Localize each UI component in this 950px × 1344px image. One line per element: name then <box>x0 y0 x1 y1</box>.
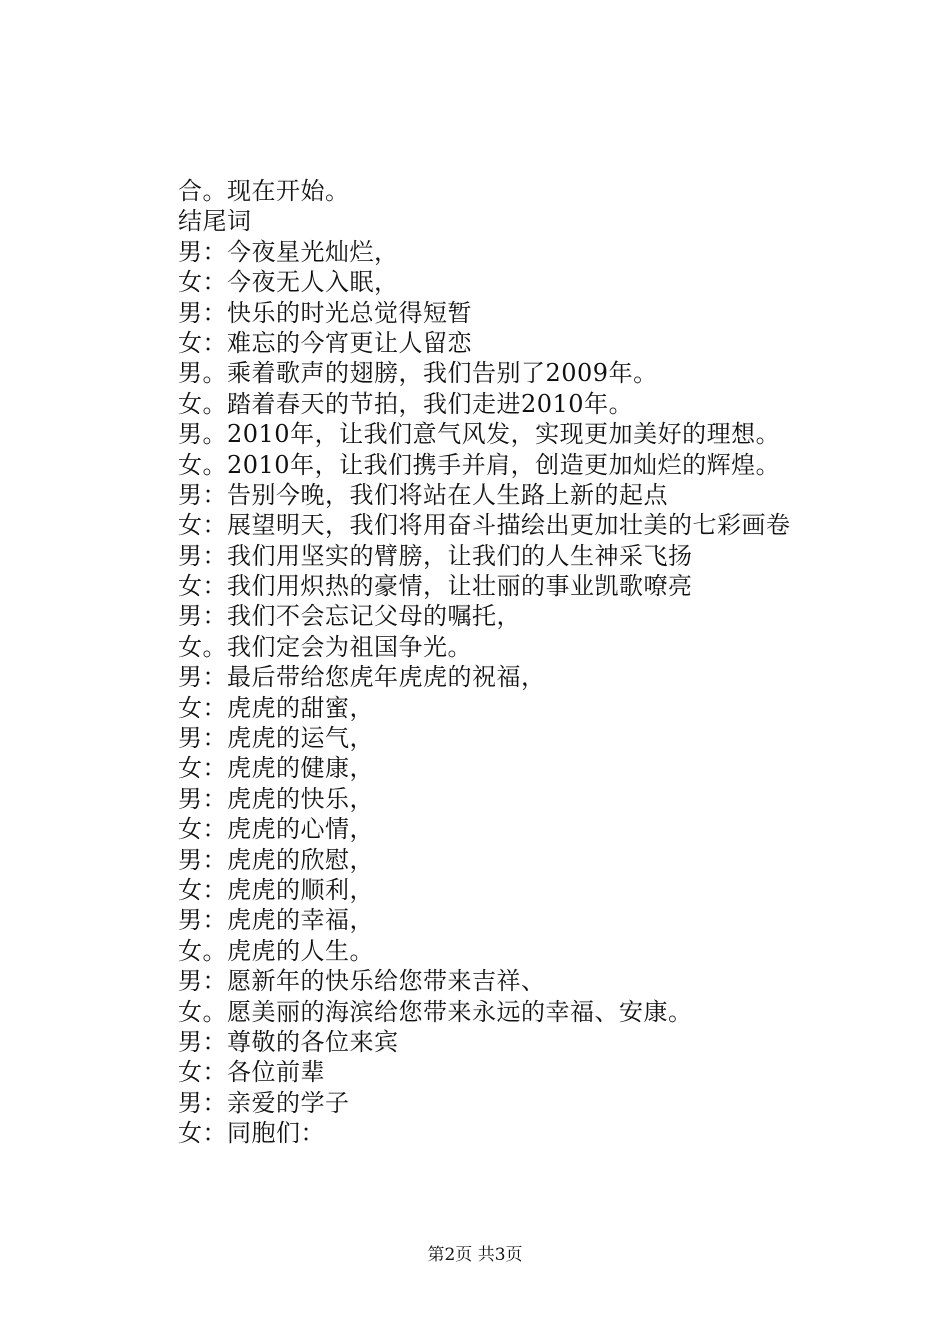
text-line: 男：快乐的时光总觉得短暂 <box>178 298 472 327</box>
text-line: 女：虎虎的心情， <box>178 815 374 844</box>
text-line: 女：今夜无人入眠， <box>178 268 399 297</box>
text-line: 男：我们不会忘记父母的嘱托， <box>178 602 521 631</box>
text-line: 男。乘着歌声的翅膀，我们告别了2009年。 <box>178 359 658 388</box>
text-line: 男：今夜星光灿烂， <box>178 237 399 266</box>
document-body <box>178 176 878 1149</box>
text-line: 男：最后带给您虎年虎虎的祝福， <box>178 663 546 692</box>
text-line: 女。2010年，让我们携手并肩，创造更加灿烂的辉煌。 <box>178 450 781 479</box>
text-line: 男：尊敬的各位来宾 <box>178 1027 399 1056</box>
text-line: 男：虎虎的欣慰， <box>178 845 374 874</box>
text-line: 女：展望明天，我们将用奋斗描绘出更加壮美的七彩画卷 <box>178 511 791 540</box>
text-line: 男：愿新年的快乐给您带来吉祥、 <box>178 967 546 996</box>
text-line: 男。2010年，让我们意气风发，实现更加美好的理想。 <box>178 420 781 449</box>
text-line: 女。我们定会为祖国争光。 <box>178 632 472 661</box>
text-line: 女：虎虎的顺利， <box>178 875 374 904</box>
text-line: 女：各位前辈 <box>178 1058 325 1087</box>
section-heading: 结尾词 <box>178 207 252 236</box>
text-line: 女。虎虎的人生。 <box>178 936 374 965</box>
text-line: 男：虎虎的幸福， <box>178 906 374 935</box>
text-line: 男：虎虎的运气， <box>178 724 374 753</box>
text-line: 女：虎虎的甜蜜， <box>178 693 374 722</box>
text-line: 女：难忘的今宵更让人留恋 <box>178 328 472 357</box>
text-line: 男：虎虎的快乐， <box>178 784 374 813</box>
text-line: 男：我们用坚实的臂膀，让我们的人生神采飞扬 <box>178 541 693 570</box>
text-line: 女：同胞们： <box>178 1119 325 1148</box>
text-line: 女。踏着春天的节拍，我们走进2010年。 <box>178 389 634 418</box>
text-line: 女：虎虎的健康， <box>178 754 374 783</box>
text-line: 男：亲爱的学子 <box>178 1088 350 1117</box>
text-line: 合。现在开始。 <box>178 177 350 205</box>
text-line: 女。愿美丽的海滨给您带来永远的幸福、安康。 <box>178 997 693 1026</box>
text-line: 男：告别今晚，我们将站在人生路上新的起点 <box>178 480 668 509</box>
text-line: 女：我们用炽热的豪情，让壮丽的事业凯歌嘹亮 <box>178 572 693 601</box>
page-number-footer: 第2页 共3页 <box>427 1245 523 1265</box>
